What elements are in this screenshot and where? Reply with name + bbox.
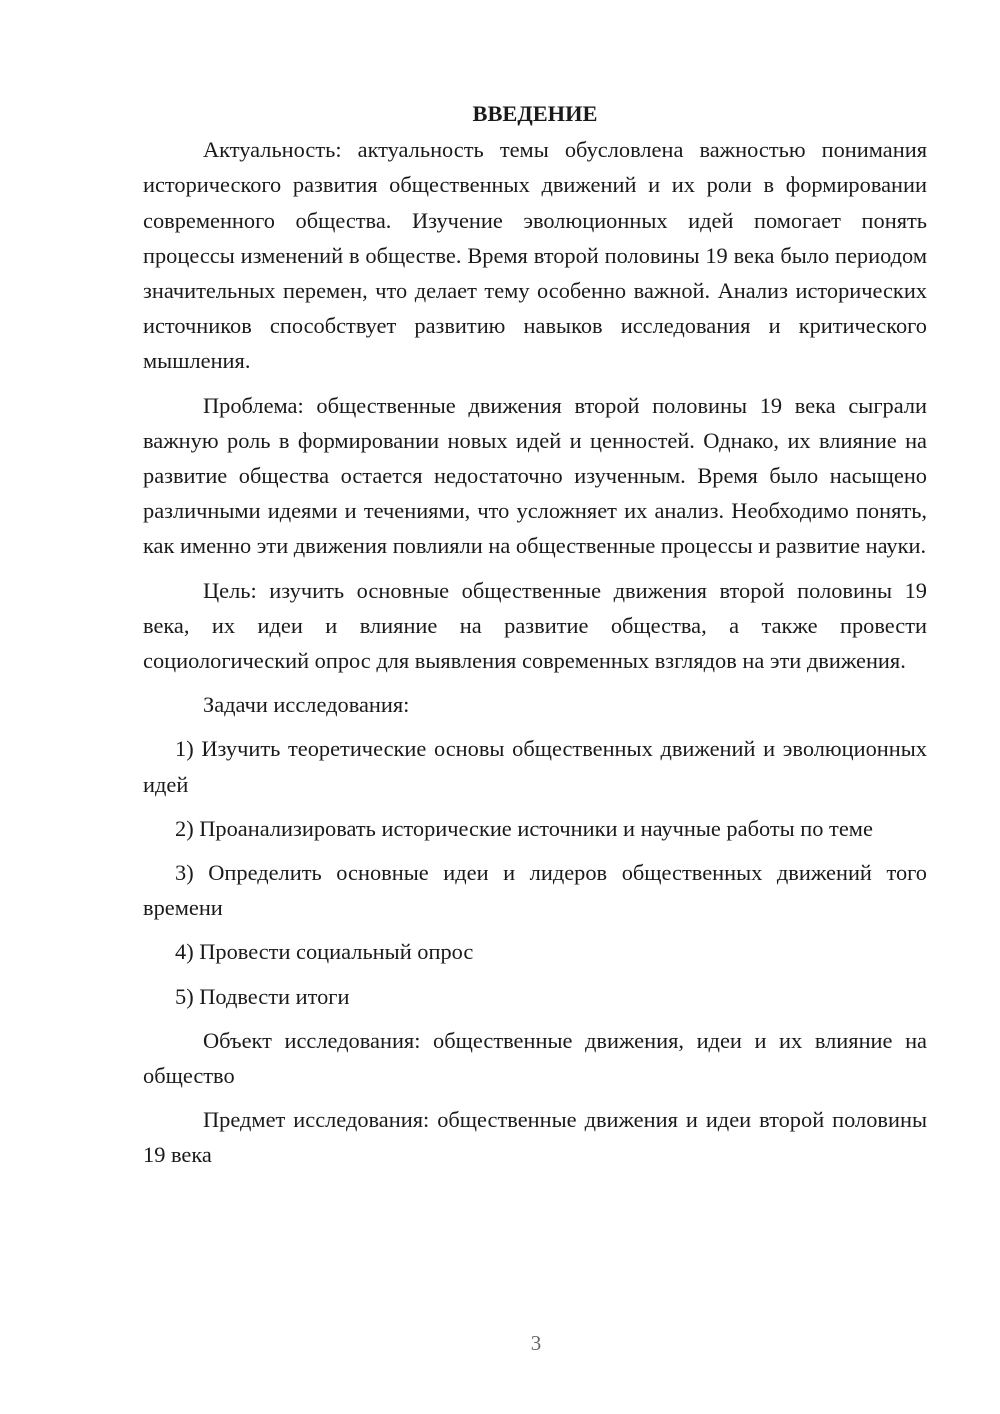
page-number: 3 (530, 1331, 542, 1355)
list-item: 3) Определить основные идеи и лидеров общественных движений того времени (143, 860, 927, 921)
object-paragraph: Объект исследования: общественные движения, идеи и их влияние на общество (143, 1027, 927, 1089)
goal-paragraph: Цель: изучить основные общественные движения второй половины 19 века, их идеи и влияние на развитие общества, а также провести социологический опрос для выявления современных взглядов на эти движения. (143, 577, 927, 674)
list-item: 4) Провести социальный опрос (175, 939, 474, 965)
list-item: 1) Изучить теоретические основы общественных движений и эволюционных идей (143, 736, 927, 797)
tasks-heading: Задачи исследования: (203, 692, 410, 718)
list-item: 2) Проанализировать исторические источники и научные работы по теме (175, 815, 873, 841)
relevance-paragraph: Актуальность: актуальность темы обусловлена важностью понимания исторического развития общественных движений и их роли в формировании современного общества. Изучение эволюционных идей помогает понять процессы изменений в обществе. Время второй половины 19 века было периодом значительных перемен, что делает тему особенно важной. Анализ исторических источников способствует развитию навыков исследования и критического мышления. (143, 137, 927, 374)
subject-paragraph: Предмет исследования: общественные движения и идеи второй половины 19 века (143, 1107, 927, 1168)
section-title: ВВЕДЕНИЕ (472, 101, 598, 126)
page-body (143, 96, 927, 1182)
problem-paragraph: Проблема: общественные движения второй половины 19 века сыграли важную роль в формировании новых идей и ценностей. Однако, их влияние на развитие общества остается недостаточно изученным. Время было насыщено различными идеями и течениями, что усложняет их анализ. Необходимо понять, как именно эти движения повлияли на общественные процессы и развитие науки. (143, 392, 927, 559)
list-item: 5) Подвести итоги (175, 983, 350, 1009)
tasks-list (143, 731, 927, 1013)
